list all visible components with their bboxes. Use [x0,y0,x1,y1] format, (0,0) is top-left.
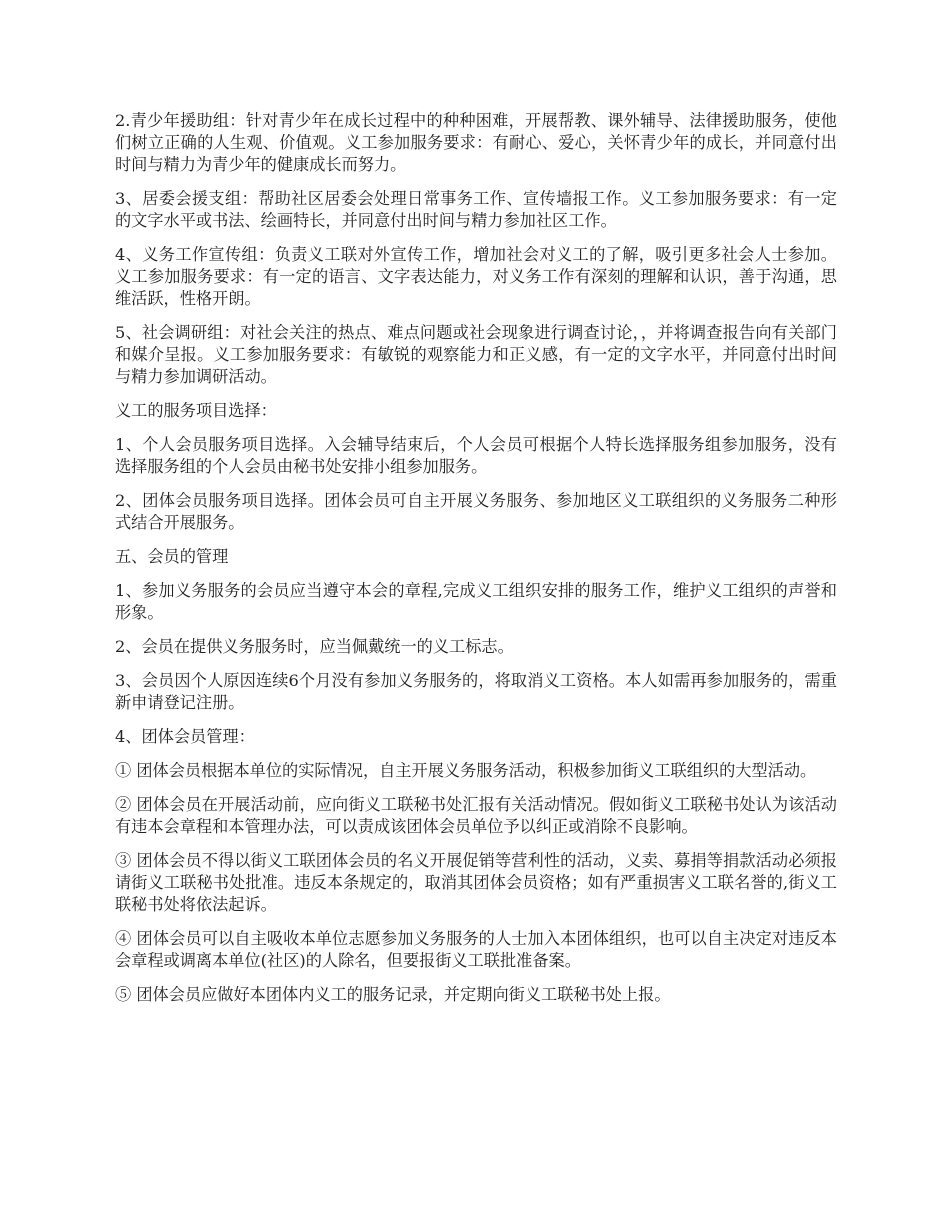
paragraph-group-rule-3: ③ 团体会员不得以街义工联团体会员的名义开展促销等营利性的活动，义卖、募捐等捐款活动必须报请街义工联秘书处批准。违反本条规定的，取消其团体会员资格；如有严重损害义工联名誉的,街义工联秘书处将依法起诉。 [115,851,837,914]
paragraph-individual-selection: 1、个人会员服务项目选择。入会辅导结束后，个人会员可根据个人特长选择服务组参加服务，没有选择服务组的个人会员由秘书处安排小组参加服务。 [115,435,837,476]
paragraph-management-rule-3: 3、会员因个人原因连续6个月没有参加义务服务的，将取消义工资格。本人如需再参加服务的，需重新申请登记注册。 [115,671,837,712]
paragraph-publicity-group: 4、义务工作宣传组：负责义工联对外宣传工作，增加社会对义工的了解，吸引更多社会人士参加。义工参加服务要求：有一定的语言、文字表达能力，对义务工作有深刻的理解和认识，善于沟通，思维活跃，性格开朗。 [115,245,837,308]
paragraph-management-rule-2: 2、会员在提供义务服务时，应当佩戴统一的义工标志。 [115,637,514,656]
paragraph-group-selection: 2、团体会员服务项目选择。团体会员可自主开展义务服务、参加地区义工联组织的义务服务二种形式结合开展服务。 [115,491,837,532]
paragraph-residents-committee-group: 3、居委会援支组：帮助社区居委会处理日常事务工作、宣传墙报工作。义工参加服务要求：有一定的文字水平或书法、绘画特长，并同意付出时间与精力参加社区工作。 [115,189,837,230]
paragraph-group-rule-2: ② 团体会员在开展活动前，应向街义工联秘书处汇报有关活动情况。假如街义工联秘书处认为该活动有违本会章程和本管理办法，可以责成该团体会员单位予以纠正或消除不良影响。 [115,795,837,836]
document-page [115,110,837,1018]
paragraph-research-group: 5、社会调研组：对社会关注的热点、难点问题或社会现象进行调查讨论，，并将调查报告向有关部门和媒介呈报。义工参加服务要求：有敏锐的观察能力和正义感，有一定的文字水平，并同意付出时间与精力参加调研活动。 [115,323,837,386]
paragraph-group-rule-4: ④ 团体会员可以自主吸收本单位志愿参加义务服务的人士加入本团体组织，也可以自主决定对违反本会章程或调离本单位(社区)的人除名，但要报街义工联批准备案。 [115,929,837,970]
paragraph-group-rule-5: ⑤ 团体会员应做好本团体内义工的服务记录，并定期向街义工联秘书处上报。 [115,985,671,1004]
section-heading-service-selection: 义工的服务项目选择： [115,401,277,420]
section-heading-member-management: 五、会员的管理 [115,547,229,566]
paragraph-group-rule-1: ① 团体会员根据本单位的实际情况，自主开展义务服务活动，积极参加街义工联组织的大型活动。 [115,761,817,780]
paragraph-management-rule-4: 4、团体会员管理： [115,727,255,746]
paragraph-management-rule-1: 1、参加义务服务的会员应当遵守本会的章程,完成义工组织安排的服务工作，维护义工组织的声誉和形象。 [115,581,837,622]
paragraph-youth-aid-group: 2.青少年援助组：针对青少年在成长过程中的种种困难，开展帮教、课外辅导、法律援助服务，使他们树立正确的人生观、价值观。义工参加服务要求：有耐心、爱心，关怀青少年的成长，并同意付出时间与精力为青少年的健康成长而努力。 [115,111,837,174]
